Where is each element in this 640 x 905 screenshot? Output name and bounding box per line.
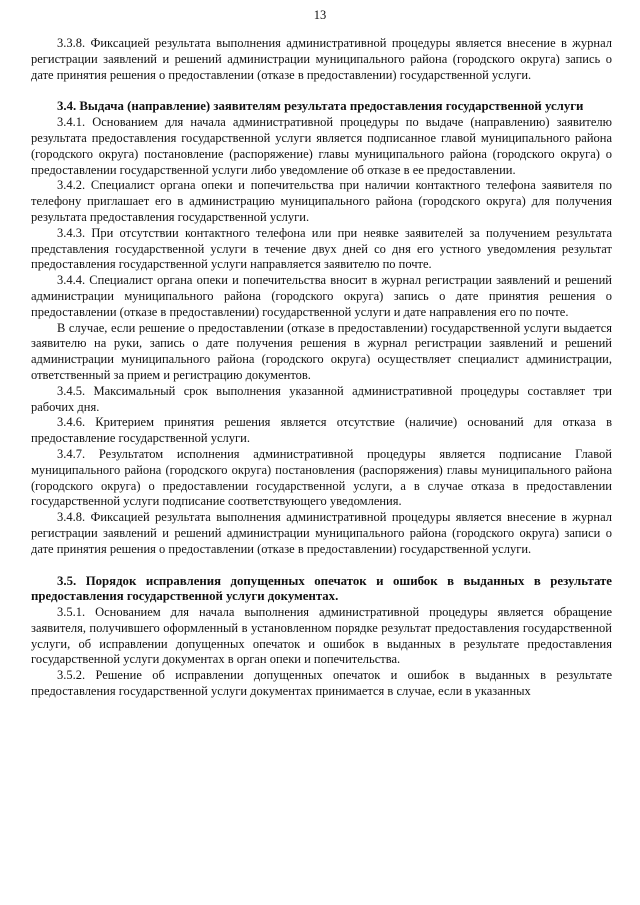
paragraph-3-5-2: 3.5.2. Решение об исправлении допущенных опечаток и ошибок в выданных в результате предоставления государственной услуги документах принимается в случае, если в указанных — [31, 668, 612, 699]
section-gap — [31, 558, 612, 574]
paragraph-3-4-8: 3.4.8. Фиксацией результата выполнения административной процедуры является внесение в журнал регистрации заявлений и решений администрации муниципального района (городского округа) записи о дате принятия решения о предоставлении (отказе в предоставлении) государственной услуги. — [31, 510, 612, 556]
paragraph-3-4-4: 3.4.4. Специалист органа опеки и попечительства вносит в журнал регистрации заявлений и решений администрации муниципального района (городского округа) запись о дате принятия решения о предоставлении (отказе в предоставлении) государственной услуги и дате направления его по почте. — [31, 273, 612, 319]
page-number: 13 — [313, 8, 327, 22]
paragraph-3-4-3: 3.4.3. При отсутствии контактного телефона или при неявке заявителей за получением результата представления государственной услуги в течение двух дней со дня его устного уведомления результат предоставления государственной услуги направляется заявителю по почте. — [31, 225, 612, 272]
section-heading-3-5: 3.5. Порядок исправления допущенных опечаток и ошибок в выданных в результате предоставления государственной услуги документах. — [31, 573, 612, 604]
paragraph-3-4-5: 3.4.5. Максимальный срок выполнения указанной административной процедуры составляет три рабочих дня. — [31, 383, 612, 414]
paragraph-3-4-4-cont: В случае, если решение о предоставлении (отказе в предоставлении) государственной услуги выдается заявителю на руки, запись о дате получения решения в журнал регистрации заявлений и решений администрации муниципального района (городского округа) осуществляет специалист администрации, ответственный за прием и регистрацию документов. — [31, 320, 612, 382]
paragraph-3-4-1: 3.4.1. Основанием для начала административной процедуры по выдаче (направлению) заявителю результата предоставления государственной услуги является подписанное главой муниципального района (городского округа) постановление (распоряжение) главы муниципального района (городского округа) о предоставлении государственной услуги либо уведомление об отказе в ее предоставлении. — [31, 115, 612, 177]
paragraph-3-3-8: 3.3.8. Фиксацией результата выполнения административной процедуры является внесение в журнал регистрации заявлений и решений администрации муниципального района (городского округа) запись о дате принятия решения о предоставлении (отказе в предоставлении) государственной услуги. — [31, 36, 612, 82]
paragraph-3-4-7: 3.4.7. Результатом исполнения административной процедуры является подписание Главой муниципального района (городского округа) постановления (распоряжения) главы муниципального района (городского округа) о предоставлении государственной услуги, а в случае отказа в предоставлении государственной услуги подписание соответствующего уведомления. — [31, 446, 612, 509]
section-gap — [31, 83, 612, 99]
paragraph-3-4-2: 3.4.2. Специалист органа опеки и попечительства при наличии контактного телефона заявителя по телефону приглашает его в администрацию муниципального района (городского округа) для получения результата предоставления государственной услуги. — [31, 178, 612, 224]
section-heading-3-4: 3.4. Выдача (направление) заявителям результата предоставления государственной услуги — [57, 99, 584, 114]
paragraph-3-4-6: 3.4.6. Критерием принятия решения является отсутствие (наличие) оснований для отказа в предоставление государственной услуги. — [31, 415, 612, 446]
paragraph-3-5-1: 3.5.1. Основанием для начала выполнения административной процедуры является обращение заявителя, получившего оформленный в установленном порядке результат предоставления государственной услуги, об исправлении допущенных опечаток и ошибок в выданных в результате предоставления государственной услуги документах в орган опеки и попечительства. — [31, 605, 612, 667]
